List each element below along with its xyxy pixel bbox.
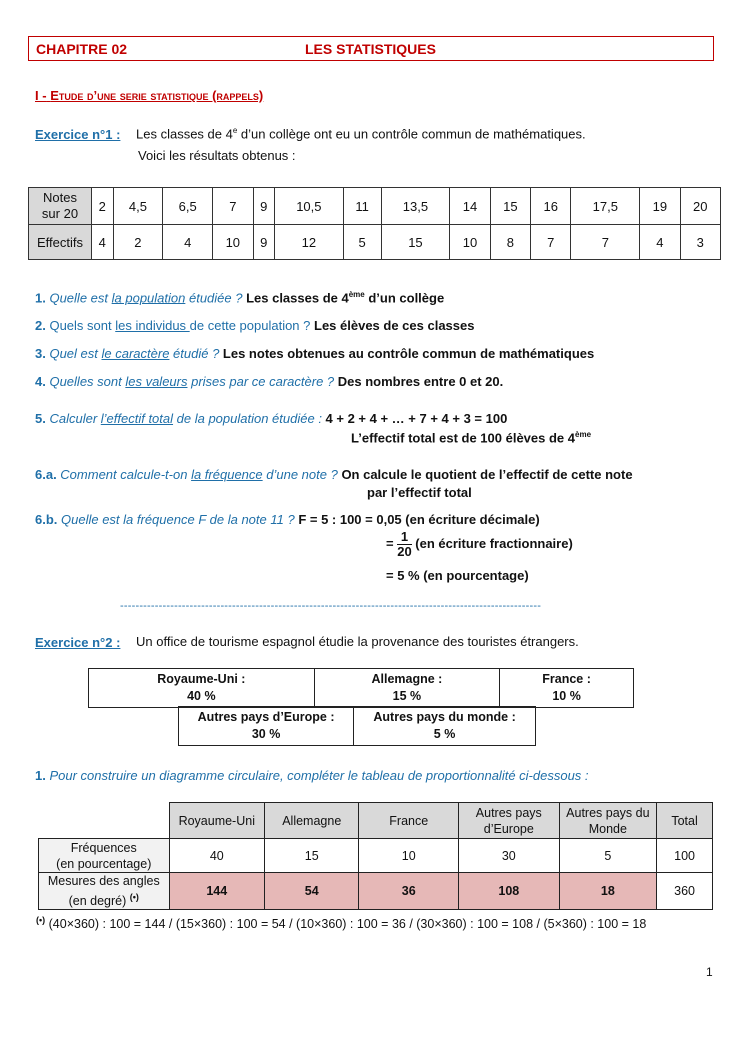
notes-table: [28, 187, 721, 260]
effectif-cell: 4: [163, 225, 213, 260]
question-5-answer: L’effectif total est de 100 élèves de 4ème: [351, 430, 592, 446]
fraction: $\frac{1}{20}$: [397, 529, 412, 559]
note-cell: 14: [450, 188, 490, 225]
exercise-1-label: Exercice n°1 :: [35, 127, 121, 142]
effectif-cell: 7: [531, 225, 571, 260]
column-header: France: [359, 803, 459, 839]
question-6a: 6.a. Comment calcule-t-on la fréquence d’une note ? On calcule le quotient de l’effectif de cette note: [35, 467, 633, 482]
country-name: France :: [542, 672, 591, 686]
note-cell: 17,5: [571, 188, 640, 225]
percent-line: = 5 % (en pourcentage): [386, 568, 529, 583]
tourism-table-bottom: [178, 706, 536, 746]
country-percent: 30 %: [251, 727, 281, 741]
angle-label: Mesures des angles (en degré) (•): [39, 873, 170, 910]
effectif-cell: 15: [381, 225, 450, 260]
exercise-2-label: Exercice n°2 :: [35, 635, 121, 650]
angle-cell: 54: [265, 873, 359, 910]
intro-sup: e: [232, 126, 238, 135]
note-cell: 13,5: [381, 188, 450, 225]
section-heading: Etude d’une serie statistique (rappels): [50, 88, 264, 103]
note-cell: 9: [253, 188, 275, 225]
tourism-cell: [179, 707, 354, 746]
note-cell: 11: [343, 188, 381, 225]
tourism-cell: [314, 669, 499, 708]
question-6a-answer: par l’effectif total: [367, 485, 472, 500]
proportion-table: [38, 802, 713, 910]
note-cell: 6,5: [163, 188, 213, 225]
note-cell: 4,5: [113, 188, 163, 225]
effectif-cell: 7: [571, 225, 640, 260]
question-5: 5. Calculer l’effectif total de la population étudiée : 4 + 2 + 4 + … + 7 + 4 + 3 = 100: [35, 411, 508, 426]
tourism-cell: [354, 707, 536, 746]
note-cell: 19: [640, 188, 680, 225]
notes-row: [29, 188, 721, 225]
angle-cell: 18: [559, 873, 657, 910]
country-percent: 40 %: [187, 689, 216, 703]
effectif-cell: 9: [253, 225, 275, 260]
effectif-cell: 2: [113, 225, 163, 260]
angle-cell: 144: [169, 873, 264, 910]
country-percent: 10 %: [552, 689, 581, 703]
angle-cell: 360: [657, 873, 713, 910]
question-6b: 6.b. Quelle est la fréquence F de la note 11 ? F = 5 : 100 = 0,05 (en écriture décimale): [35, 512, 540, 527]
exercise-1-intro: [136, 126, 586, 141]
country-percent: 15 %: [392, 689, 422, 703]
question-2: 2. Quels sont les individus de cette population ? Les élèves de ces classes: [35, 318, 475, 333]
fraction-line: = $\frac{1}{20}$ (en écriture fractionnaire): [386, 529, 573, 559]
effectif-cell: 12: [275, 225, 344, 260]
tourism-row: [89, 669, 634, 708]
country-name: Autres pays du monde :: [373, 710, 516, 724]
frequency-cell: 5: [559, 839, 657, 873]
angle-row: [39, 873, 713, 910]
question-4: 4. Quelles sont les valeurs prises par ce caractère ? Des nombres entre 0 et 20.: [35, 374, 504, 389]
country-name: Autres pays d’Europe :: [197, 710, 335, 724]
note-cell: 7: [213, 188, 253, 225]
intro-text: Les classes de 4: [136, 126, 233, 142]
country-percent: 5 %: [433, 727, 456, 741]
empty-corner: [39, 803, 170, 839]
chapter-header: [28, 36, 714, 61]
column-header: Allemagne: [265, 803, 359, 839]
notes-row-label: Notes sur 20: [29, 188, 92, 225]
tourism-row: [179, 707, 536, 746]
effectifs-row-label: Effectifs: [29, 225, 92, 260]
exercise-2-question-1: 1. Pour construire un diagramme circulaire, compléter le tableau de proportionnalité ci-dessous :: [35, 768, 589, 783]
tourism-cell: [89, 669, 315, 708]
frequency-cell: 30: [459, 839, 560, 873]
effectif-cell: 10: [450, 225, 490, 260]
frequency-cell: 100: [657, 839, 713, 873]
effectif-cell: 4: [92, 225, 114, 260]
question-1: 1. Quelle est la population étudiée ? Les classes de 4ème d’un collège: [35, 290, 445, 306]
frequency-cell: 40: [169, 839, 264, 873]
angle-cell: 36: [359, 873, 459, 910]
chapter-number: CHAPITRE 02: [36, 41, 128, 57]
column-header: Autres pays du Monde: [559, 803, 657, 839]
tourism-cell: [500, 669, 634, 708]
column-header: Total: [657, 803, 713, 839]
proportion-header-row: [39, 803, 713, 839]
exercise-2-intro: Un office de tourisme espagnol étudie la provenance des touristes étrangers.: [136, 634, 579, 649]
column-header: Autres pays d’Europe: [459, 803, 560, 839]
effectifs-row: [29, 225, 721, 260]
tourism-table-top: [88, 668, 634, 708]
effectif-cell: 5: [343, 225, 381, 260]
frequency-row: [39, 839, 713, 873]
frequency-cell: 15: [265, 839, 359, 873]
chapter-title: LES STATISTIQUES: [305, 41, 436, 57]
footnote: (•) (40×360) : 100 = 144 / (15×360) : 100 = 54 / (10×360) : 100 = 36 / (30×360) : 100 = 108 / (5×360) : 100 = 18: [36, 915, 647, 932]
column-header: Royaume-Uni: [169, 803, 264, 839]
frequency-cell: 10: [359, 839, 459, 873]
page-number: 1: [706, 965, 713, 979]
angle-cell: 108: [459, 873, 560, 910]
frequency-label: Fréquences (en pourcentage): [39, 839, 170, 873]
note-cell: 2: [92, 188, 114, 225]
intro-text-end: d’un collège ont eu un contrôle commun de mathématiques.: [237, 126, 586, 142]
note-cell: 20: [680, 188, 720, 225]
note-cell: 16: [531, 188, 571, 225]
exercise-1-intro2: Voici les résultats obtenus :: [138, 148, 296, 163]
question-3: 3. Quel est le caractère étudié ? Les notes obtenues au contrôle commun de mathématiques: [35, 346, 595, 361]
country-name: Royaume-Uni :: [157, 672, 246, 686]
note-cell: 15: [490, 188, 530, 225]
effectif-cell: 4: [640, 225, 680, 260]
effectif-cell: 3: [680, 225, 720, 260]
separator-line: -------------------------------------------------------------------------------------------------------------: [120, 600, 542, 612]
section-title: [35, 88, 263, 103]
country-name: Allemagne :: [371, 672, 443, 686]
effectif-cell: 8: [490, 225, 530, 260]
effectif-cell: 10: [213, 225, 253, 260]
note-cell: 10,5: [275, 188, 344, 225]
section-prefix: I -: [35, 88, 47, 103]
